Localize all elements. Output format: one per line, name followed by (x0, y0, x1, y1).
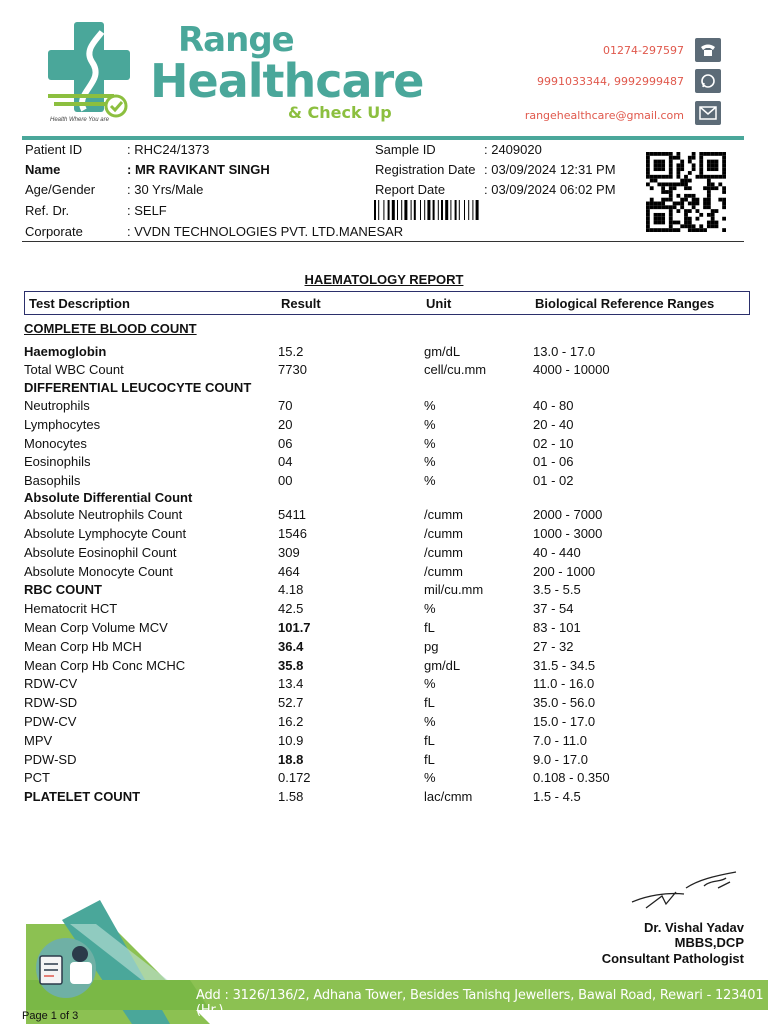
table-row (0, 380, 768, 398)
sample-id-label: Sample ID (375, 142, 436, 157)
test-name: Basophils (24, 473, 81, 488)
test-range: 11.0 - 16.0 (533, 676, 595, 691)
test-unit: pg (424, 639, 439, 654)
test-name: Eosinophils (24, 454, 91, 469)
table-row (0, 454, 768, 472)
test-name: Mean Corp Volume MCV (24, 620, 168, 635)
test-range: 37 - 54 (533, 601, 574, 616)
test-result: 16.2 (278, 714, 304, 729)
test-name: Neutrophils (24, 398, 90, 413)
age-gender-label: Age/Gender (25, 182, 96, 197)
test-result: 1546 (278, 526, 307, 541)
test-unit: % (424, 676, 436, 691)
test-result: 13.4 (278, 676, 304, 691)
column-header-range: Biological Reference Ranges (535, 296, 715, 311)
patient-id-label: Patient ID (25, 142, 83, 157)
test-result: 42.5 (278, 601, 304, 616)
test-range: 0.108 - 0.350 (533, 770, 610, 785)
ref-dr-value: : SELF (127, 203, 167, 218)
header-divider (22, 136, 744, 140)
test-range: 27 - 32 (533, 639, 574, 654)
test-result: 7730 (278, 362, 307, 377)
table-row (0, 526, 768, 544)
column-header-result: Result (281, 296, 321, 311)
test-range: 15.0 - 17.0 (533, 714, 596, 729)
test-unit: % (424, 473, 436, 488)
test-unit: fL (424, 620, 435, 635)
barcode (374, 200, 508, 220)
test-name: Lymphocytes (24, 417, 101, 432)
test-result: 4.18 (278, 582, 304, 597)
ref-dr-label: Ref. Dr. (25, 203, 70, 218)
test-name: Absolute Neutrophils Count (24, 507, 183, 522)
table-row (0, 362, 768, 380)
test-result: 20 (278, 417, 293, 432)
test-name: RBC COUNT (24, 582, 102, 597)
test-name: Total WBC Count (24, 362, 124, 377)
test-result: 309 (278, 545, 300, 560)
table-row (0, 490, 768, 508)
test-range: 2000 - 7000 (533, 507, 603, 522)
test-unit: /cumm (424, 564, 463, 579)
table-row (0, 398, 768, 416)
test-result: 101.7 (278, 620, 311, 635)
test-range: 40 - 80 (533, 398, 574, 413)
test-range: 40 - 440 (533, 545, 581, 560)
column-header-unit: Unit (426, 296, 452, 311)
contact-email: rangehealthcare@gmail.com (524, 109, 684, 122)
brand-line1: Range (178, 20, 294, 60)
brand-name (150, 20, 424, 108)
test-result: 35.8 (278, 658, 304, 673)
whatsapp-icon (695, 69, 721, 93)
brand-logo (44, 22, 134, 122)
test-result: 36.4 (278, 639, 304, 654)
corporate-value: : VVDN TECHNOLOGIES PVT. LTD.MANESAR (127, 224, 404, 239)
test-unit: % (424, 417, 436, 432)
test-range: 83 - 101 (533, 620, 581, 635)
test-range: 1000 - 3000 (533, 526, 603, 541)
test-range: 02 - 10 (533, 436, 574, 451)
test-name: Haemoglobin (24, 344, 107, 359)
test-unit: fL (424, 733, 435, 748)
test-name: PDW-CV (24, 714, 77, 729)
test-range: 20 - 40 (533, 417, 574, 432)
test-range: 13.0 - 17.0 (533, 344, 596, 359)
test-unit: lac/cmm (424, 789, 473, 804)
table-row (0, 714, 768, 732)
doctor-name: Dr. Vishal Yadav (644, 920, 744, 935)
test-unit: % (424, 454, 436, 469)
test-unit: % (424, 714, 436, 729)
table-row (0, 545, 768, 563)
test-result: 0.172 (278, 770, 311, 785)
test-name: Absolute Differential Count (24, 490, 193, 505)
test-range: 7.0 - 11.0 (533, 733, 587, 748)
report-date-label: Report Date (375, 182, 446, 197)
test-unit: % (424, 601, 436, 616)
table-row (0, 639, 768, 657)
test-unit: % (424, 436, 436, 451)
test-range: 1.5 - 4.5 (533, 789, 581, 804)
table-row (0, 695, 768, 713)
registration-date-label: Registration Date (375, 162, 476, 177)
test-range: 200 - 1000 (533, 564, 596, 579)
registration-date-value: : 03/09/2024 12:31 PM (484, 162, 616, 177)
test-name: Mean Corp Hb MCH (24, 639, 142, 654)
table-row (0, 752, 768, 770)
test-unit: fL (424, 752, 435, 767)
test-result: 04 (278, 454, 293, 469)
table-row (0, 436, 768, 454)
table-row (0, 417, 768, 435)
test-result: 5411 (278, 507, 306, 522)
table-row (0, 344, 768, 362)
test-name: MPV (24, 733, 53, 748)
test-range: 35.0 - 56.0 (533, 695, 596, 710)
test-result: 15.2 (278, 344, 304, 359)
test-name: Hematocrit HCT (24, 601, 118, 616)
test-unit: cell/cu.mm (424, 362, 487, 377)
contact-mobile: 9991033344, 9992999487 (537, 75, 684, 88)
test-range: 3.5 - 5.5 (533, 582, 581, 597)
contact-phone: 01274-297597 (603, 44, 684, 57)
table-row (0, 658, 768, 676)
test-name: Mean Corp Hb Conc MCHC (24, 658, 186, 673)
table-header (24, 291, 750, 315)
test-result: 18.8 (278, 752, 304, 767)
table-row (0, 321, 768, 339)
report-title: HAEMATOLOGY REPORT (304, 272, 464, 287)
test-result: 00 (278, 473, 293, 488)
table-row (0, 507, 768, 525)
corporate-label: Corporate (25, 224, 83, 239)
column-header-test: Test Description (29, 296, 130, 311)
mail-icon (695, 101, 721, 125)
patient-id-value: : RHC24/1373 (127, 142, 210, 157)
doctor-designation: Consultant Pathologist (601, 951, 744, 966)
phone-icon (695, 38, 721, 62)
test-name: DIFFERENTIAL LEUCOCYTE COUNT (24, 380, 252, 395)
test-unit: /cumm (424, 545, 463, 560)
test-unit: /cumm (424, 507, 463, 522)
test-result: 70 (278, 398, 293, 413)
test-range: 01 - 02 (533, 473, 574, 488)
test-name: Absolute Lymphocyte Count (24, 526, 187, 541)
test-result: 464 (278, 564, 300, 579)
test-result: 10.9 (278, 733, 304, 748)
test-name: RDW-SD (24, 695, 78, 710)
table-row (0, 770, 768, 788)
test-name: PCT (24, 770, 50, 785)
test-range: 31.5 - 34.5 (533, 658, 596, 673)
age-gender-value: : 30 Yrs/Male (127, 182, 204, 197)
test-range: 9.0 - 17.0 (533, 752, 588, 767)
brand-tagline: Health Where You are (50, 117, 109, 123)
test-result: 52.7 (278, 695, 304, 710)
qr-code (646, 152, 726, 232)
sample-id-value: : 2409020 (484, 142, 542, 157)
footer-address: Add : 3126/136/2, Adhana Tower, Besides Tanishq Jewellers, Bawal Road, Rewari - 123401 (Hr.) (196, 988, 764, 1018)
test-result: 06 (278, 436, 293, 451)
test-name: PLATELET COUNT (24, 789, 141, 804)
table-row (0, 733, 768, 751)
test-range: 01 - 06 (533, 454, 574, 469)
brand-line2: Healthcare (150, 54, 424, 108)
brand-subtitle: & Check Up (288, 103, 392, 122)
doctor-signature (626, 866, 746, 916)
test-unit: /cumm (424, 526, 463, 541)
table-row (0, 564, 768, 582)
test-name: RDW-CV (24, 676, 78, 691)
test-name: Monocytes (24, 436, 87, 451)
report-date-value: : 03/09/2024 06:02 PM (484, 182, 616, 197)
test-name: COMPLETE BLOOD COUNT (24, 321, 197, 336)
test-name: Absolute Eosinophil Count (24, 545, 177, 560)
test-unit: gm/dL (424, 658, 461, 673)
test-unit: fL (424, 695, 435, 710)
table-row (0, 473, 768, 491)
test-unit: gm/dL (424, 344, 461, 359)
test-result: 1.58 (278, 789, 304, 804)
test-unit: % (424, 770, 436, 785)
table-row (0, 620, 768, 638)
test-range: 4000 - 10000 (533, 362, 610, 377)
test-name: PDW-SD (24, 752, 77, 767)
name-value: : MR RAVIKANT SINGH (127, 162, 270, 177)
test-unit: % (424, 398, 436, 413)
doctor-degree: MBBS,DCP (674, 935, 744, 950)
page-number: Page 1 of 3 (22, 1010, 79, 1022)
table-row (0, 582, 768, 600)
patient-divider (22, 241, 744, 242)
table-row (0, 789, 768, 807)
table-row (0, 676, 768, 694)
test-unit: mil/cu.mm (424, 582, 484, 597)
name-label: Name (25, 162, 61, 177)
table-row (0, 601, 768, 619)
test-name: Absolute Monocyte Count (24, 564, 173, 579)
